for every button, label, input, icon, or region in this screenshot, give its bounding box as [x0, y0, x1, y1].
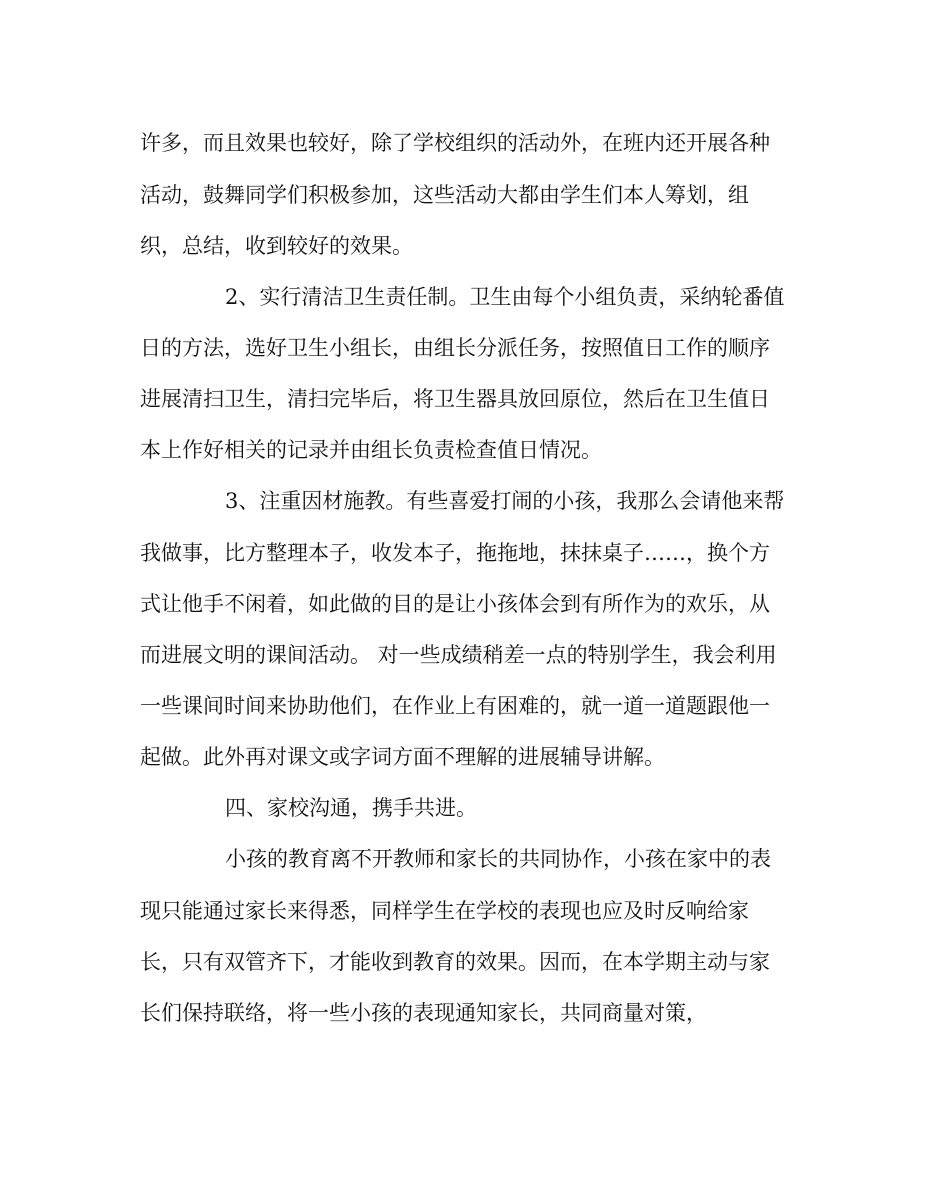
text-line-18: 长们保持联络，将一些小孩的表现通知家长，共同商量对策， — [140, 1001, 707, 1025]
text-line-11: 而进展文明的课间活动。 对一些成绩稍差一点的特别学生，我会利用 — [140, 643, 777, 667]
text-line-7: 本上作好相关的记录并由组长负责检查值日情况。 — [140, 438, 602, 462]
text-line-10: 式让他手不闲着，如此做的目的是让小孩体会到有所作为的欢乐，从 — [140, 592, 770, 616]
text-line-6: 进展清扫卫生，清扫完毕后，将卫生器具放回原位，然后在卫生值日 — [140, 387, 770, 411]
text-line-9: 我做事，比方整理本子，收发本子，拖拖地，抹抹桌子……，换个方 — [140, 541, 770, 565]
text-line-12: 一些课间时间来协助他们，在作业上有困难的，就一道一道题跟他一 — [140, 694, 770, 718]
text-line-17: 长，只有双管齐下，才能收到教育的效果。因而，在本学期主动与家 — [140, 950, 770, 974]
text-line-1: 许多，而且效果也较好，除了学校组织的活动外，在班内还开展各种 — [140, 131, 770, 155]
text-line-3: 织，总结，收到较好的效果。 — [140, 234, 413, 258]
text-line-2: 活动，鼓舞同学们积极参加，这些活动大都由学生们本人筹划，组 — [140, 183, 749, 207]
text-line-4: 2、实行清洁卫生责任制。卫生由每个小组负责，采纳轮番值 — [225, 285, 785, 309]
text-line-5: 日的方法，选好卫生小组长，由组长分派任务，按照值日工作的顺序 — [140, 336, 770, 360]
text-line-8: 3、注重因材施教。有些喜爱打闹的小孩，我那么会请他来帮 — [225, 489, 785, 513]
text-line-15: 小孩的教育离不开教师和家长的共同协作，小孩在家中的表 — [225, 847, 771, 871]
text-line-16: 现只能通过家长来得悉，同样学生在学校的表现也应及时反响给家 — [140, 899, 749, 923]
text-line-13: 起做。此外再对课文或字词方面不理解的进展辅导讲解。 — [140, 745, 665, 769]
section-heading: 四、家校沟通，携手共进。 — [225, 796, 477, 820]
